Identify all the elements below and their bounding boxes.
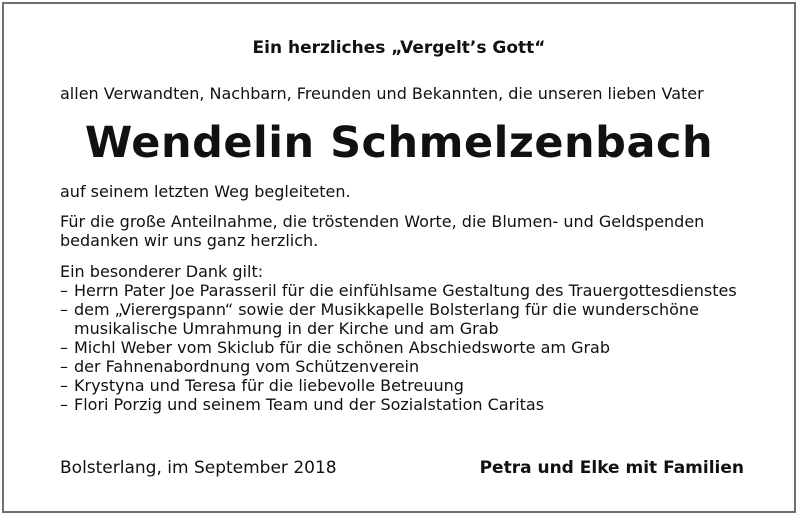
list-item [60, 376, 760, 395]
list-item-text: Herrn Pater Joe Parasseril für die einfühlsame Gestaltung des Trauergottesdienstes [74, 281, 737, 300]
special-thanks-section [60, 262, 760, 414]
list-dash: – [60, 300, 68, 319]
list-item [60, 357, 760, 376]
list-dash: – [60, 376, 68, 395]
thanks-paragraph: Für die große Anteilnahme, die tröstenden Worte, die Blumen- und Geldspenden bedanken wir uns ganz herzlich. [60, 212, 705, 250]
after-name-text: auf seinem letzten Weg begleiteten. [60, 182, 351, 201]
deceased-name: Wendelin Schmelzenbach [84, 118, 714, 168]
list-item-text: Michl Weber vom Skiclub für die schönen Abschiedsworte am Grab [74, 338, 610, 357]
list-dash: – [60, 338, 68, 357]
notice-heading: Ein herzliches „Vergelt’s Gott“ [252, 38, 546, 58]
list-item [60, 300, 760, 338]
notice-frame [2, 2, 796, 513]
signature: Petra und Elke mit Familien [479, 458, 744, 478]
list-dash: – [60, 357, 68, 376]
list-item-text: Krystyna und Teresa für die liebevolle Betreuung [74, 376, 464, 395]
list-item [60, 395, 760, 414]
list-dash: – [60, 395, 68, 414]
list-item [60, 338, 760, 357]
list-item-text: dem „Vierergspann“ sowie der Musikkapelle Bolsterlang für die wunderschöne musikalische Umrahmung in der Kirche und am Grab [74, 300, 699, 338]
list-item-text: Flori Porzig und seinem Team und der Sozialstation Caritas [74, 395, 545, 414]
list-item-text: der Fahnenabordnung vom Schützenverein [74, 357, 420, 376]
intro-text: allen Verwandten, Nachbarn, Freunden und Bekannten, die unseren lieben Vater [60, 84, 704, 103]
list-item [60, 281, 760, 300]
list-dash: – [60, 281, 68, 300]
place-date: Bolsterlang, im September 2018 [60, 458, 337, 478]
special-thanks-title: Ein besonderer Dank gilt: [60, 262, 264, 281]
